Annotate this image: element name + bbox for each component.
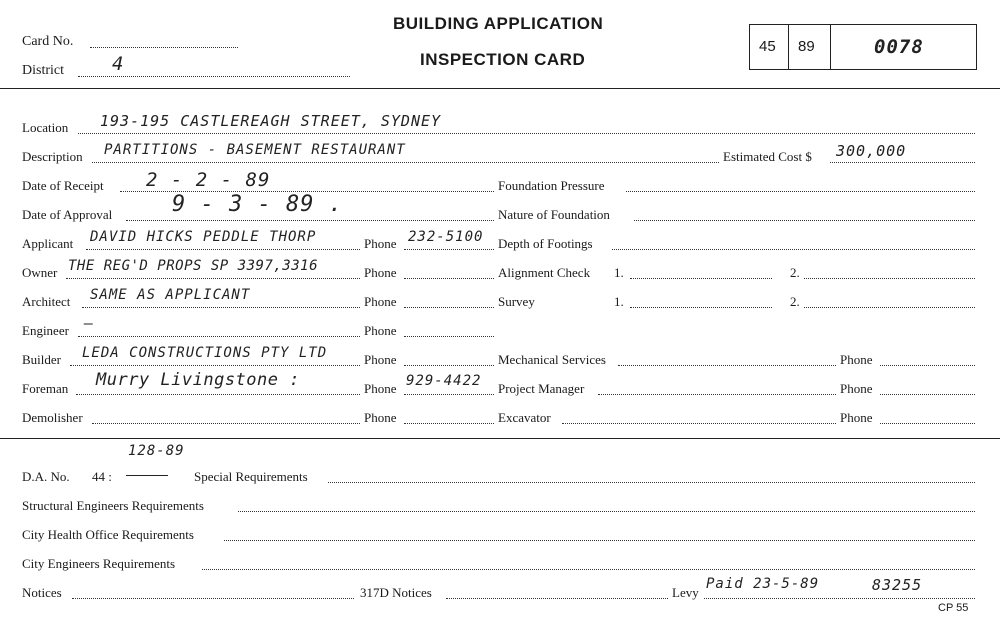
demolisher-phone-label: Phone bbox=[364, 410, 397, 425]
owner-label: Owner bbox=[22, 265, 58, 280]
project-manager-phone-label: Phone bbox=[840, 381, 873, 396]
excavator-label: Excavator bbox=[498, 410, 551, 425]
date-of-approval-label: Date of Approval bbox=[22, 207, 113, 222]
engineer-phone-label: Phone bbox=[364, 323, 397, 338]
file-number-box bbox=[749, 24, 977, 70]
foreman-value: Murry Livingstone : bbox=[96, 370, 300, 390]
foreman-phone-field[interactable] bbox=[404, 394, 494, 395]
owner-value: THE REG'D PROPS SP 3397,3316 bbox=[68, 258, 319, 274]
estimated-cost-label: Estimated Cost $ bbox=[723, 149, 812, 164]
date-of-receipt-value: 2 - 2 - 89 bbox=[146, 169, 271, 191]
owner-field[interactable] bbox=[66, 278, 360, 279]
form-code: CP 55 bbox=[938, 602, 969, 614]
alignment-check-opt2: 2. bbox=[790, 265, 800, 280]
nature-of-foundation-label: Nature of Foundation bbox=[498, 207, 610, 222]
foundation-pressure-label: Foundation Pressure bbox=[498, 178, 605, 193]
foreman-label: Foreman bbox=[22, 381, 69, 396]
owner-phone-field[interactable] bbox=[404, 278, 494, 279]
builder-phone-label: Phone bbox=[364, 352, 397, 367]
district-field[interactable] bbox=[78, 76, 350, 77]
mechanical-services-field[interactable] bbox=[618, 365, 836, 366]
mechanical-services-label: Mechanical Services bbox=[498, 352, 606, 367]
estimated-cost-value: 300,000 bbox=[836, 142, 907, 160]
applicant-field[interactable] bbox=[86, 249, 360, 250]
architect-value: SAME AS APPLICANT bbox=[90, 287, 251, 303]
demolisher-field[interactable] bbox=[92, 423, 360, 424]
file-number-part2: 89 bbox=[798, 38, 815, 55]
notices-field[interactable] bbox=[72, 598, 354, 599]
district-label: District bbox=[22, 63, 64, 78]
builder-field[interactable] bbox=[70, 365, 360, 366]
builder-phone-field[interactable] bbox=[404, 365, 494, 366]
file-number-part1: 45 bbox=[759, 38, 776, 55]
header-divider bbox=[0, 88, 1000, 89]
district-value: 4 bbox=[112, 53, 125, 75]
applicant-value: DAVID HICKS PEDDLE THORP bbox=[90, 229, 317, 245]
foundation-pressure-field[interactable] bbox=[626, 191, 975, 192]
card-no-label: Card No. bbox=[22, 34, 74, 49]
applicant-phone-label: Phone bbox=[364, 236, 397, 251]
title-line1: BUILDING APPLICATION bbox=[393, 14, 604, 33]
foreman-phone-label: Phone bbox=[364, 381, 397, 396]
depth-of-footings-field[interactable] bbox=[612, 249, 975, 250]
owner-phone-label: Phone bbox=[364, 265, 397, 280]
structural-requirements-field[interactable] bbox=[238, 511, 975, 512]
structural-requirements-label: Structural Engineers Requirements bbox=[22, 498, 204, 513]
levy-label: Levy bbox=[672, 585, 699, 600]
engineer-value: – bbox=[84, 314, 95, 332]
file-number-part3: 0078 bbox=[874, 36, 924, 58]
demolisher-label: Demolisher bbox=[22, 410, 83, 425]
survey-opt1: 1. bbox=[614, 294, 624, 309]
location-field[interactable] bbox=[78, 133, 975, 134]
survey-opt2: 2. bbox=[790, 294, 800, 309]
architect-label: Architect bbox=[22, 294, 71, 309]
excavator-field[interactable] bbox=[562, 423, 836, 424]
applicant-label: Applicant bbox=[22, 236, 74, 251]
mechanical-services-phone-label: Phone bbox=[840, 352, 873, 367]
depth-of-footings-label: Depth of Footings bbox=[498, 236, 593, 251]
applicant-phone-field[interactable] bbox=[404, 249, 494, 250]
engineers-requirements-field[interactable] bbox=[202, 569, 975, 570]
foreman-phone-value: 929-4422 bbox=[406, 373, 482, 389]
mechanical-services-phone-field[interactable] bbox=[880, 365, 975, 366]
alignment-check-field1[interactable] bbox=[630, 278, 772, 279]
date-of-approval-field[interactable] bbox=[126, 220, 494, 221]
survey-field1[interactable] bbox=[630, 307, 772, 308]
317d-notices-label: 317D Notices bbox=[360, 585, 432, 600]
estimated-cost-field[interactable] bbox=[830, 162, 975, 163]
applicant-phone-value: 232-5100 bbox=[408, 229, 484, 245]
architect-phone-label: Phone bbox=[364, 294, 397, 309]
excavator-phone-label: Phone bbox=[840, 410, 873, 425]
location-label: Location bbox=[22, 120, 69, 135]
engineer-phone-field[interactable] bbox=[404, 336, 494, 337]
card-no-field[interactable] bbox=[90, 47, 238, 48]
location-value: 193-195 CASTLEREAGH STREET, SYDNEY bbox=[100, 112, 442, 130]
da-no-label: D.A. No. bbox=[22, 469, 70, 484]
engineers-requirements-label: City Engineers Requirements bbox=[22, 556, 176, 571]
engineer-label: Engineer bbox=[22, 323, 69, 338]
special-requirements-label: Special Requirements bbox=[194, 469, 308, 484]
alignment-check-field2[interactable] bbox=[804, 278, 975, 279]
317d-notices-field[interactable] bbox=[446, 598, 668, 599]
description-value: PARTITIONS - BASEMENT RESTAURANT bbox=[104, 142, 406, 158]
alignment-check-opt1: 1. bbox=[614, 265, 624, 280]
da-no-value: 128-89 bbox=[128, 443, 185, 459]
builder-label: Builder bbox=[22, 352, 61, 367]
project-manager-field[interactable] bbox=[598, 394, 836, 395]
levy-field[interactable] bbox=[704, 598, 975, 599]
date-of-receipt-label: Date of Receipt bbox=[22, 178, 104, 193]
survey-label: Survey bbox=[498, 294, 535, 309]
demolisher-phone-field[interactable] bbox=[404, 423, 494, 424]
da-no-prefix: 44 : bbox=[92, 469, 112, 484]
architect-field[interactable] bbox=[82, 307, 360, 308]
excavator-phone-field[interactable] bbox=[880, 423, 975, 424]
special-requirements-field[interactable] bbox=[328, 482, 975, 483]
health-requirements-field[interactable] bbox=[224, 540, 975, 541]
da-no-underline bbox=[126, 475, 168, 476]
builder-value: LEDA CONSTRUCTIONS PTY LTD bbox=[82, 345, 328, 361]
levy-value: Paid 23-5-89 bbox=[706, 576, 820, 592]
description-field[interactable] bbox=[92, 162, 719, 163]
foreman-field[interactable] bbox=[76, 394, 360, 395]
title-line2: INSPECTION CARD bbox=[420, 50, 586, 69]
project-manager-phone-field[interactable] bbox=[880, 394, 975, 395]
notices-label: Notices bbox=[22, 585, 62, 600]
survey-field2[interactable] bbox=[804, 307, 975, 308]
date-of-approval-value: 9 - 3 - 89 . bbox=[172, 192, 343, 217]
project-manager-label: Project Manager bbox=[498, 381, 585, 396]
description-label: Description bbox=[22, 149, 83, 164]
health-requirements-label: City Health Office Requirements bbox=[22, 527, 194, 542]
levy-receipt: 83255 bbox=[872, 576, 923, 594]
section-divider bbox=[0, 438, 1000, 439]
alignment-check-label: Alignment Check bbox=[498, 265, 591, 280]
nature-of-foundation-field[interactable] bbox=[634, 220, 975, 221]
architect-phone-field[interactable] bbox=[404, 307, 494, 308]
engineer-field[interactable] bbox=[78, 336, 360, 337]
